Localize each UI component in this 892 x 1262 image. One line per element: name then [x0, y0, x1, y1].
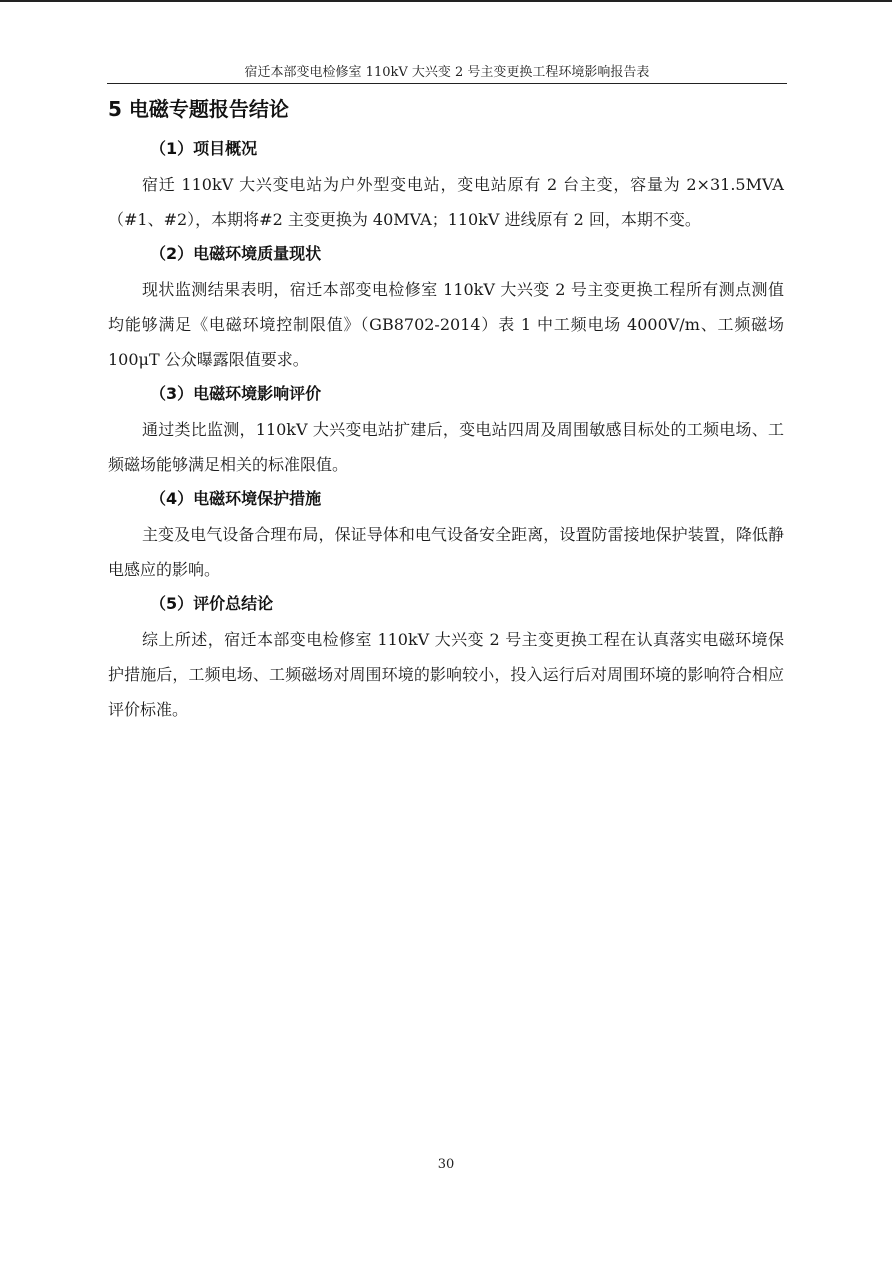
section-heading-current-status: （2）电磁环境质量现状	[150, 244, 322, 263]
section-heading-conclusion: （5）评价总结论	[150, 594, 274, 613]
section-paragraph-current-status: 现状监测结果表明，宿迁本部变电检修室 110kV 大兴变 2 号主变更换工程所有测点测值均能够满足《电磁环境控制限值》（GB8702-2014）表 1 中工频电场 4000V/m、工频磁场 100μT 公众曝露限值要求。	[108, 280, 784, 369]
section-heading-overview: （1）项目概况	[150, 139, 258, 158]
page-title: 5 电磁专题报告结论	[108, 97, 289, 121]
section-heading-protection-measures: （4）电磁环境保护措施	[150, 489, 322, 508]
section-paragraph-overview: 宿迁 110kV 大兴变电站为户外型变电站，变电站原有 2 台主变，容量为 2×31.5MVA（#1、#2），本期将#2 主变更换为 40MVA；110kV 进线原有 2 回，本期不变。	[108, 175, 784, 229]
running-header: 宿迁本部变电检修室 110kV 大兴变 2 号主变更换工程环境影响报告表	[244, 65, 650, 80]
section-paragraph-protection-measures: 主变及电气设备合理布局，保证导体和电气设备安全距离，设置防雷接地保护装置，降低静电感应的影响。	[108, 525, 784, 579]
section-paragraph-impact-assessment: 通过类比监测，110kV 大兴变电站扩建后，变电站四周及周围敏感目标处的工频电场、工频磁场能够满足相关的标准限值。	[108, 420, 784, 474]
section-paragraph-conclusion: 综上所述，宿迁本部变电检修室 110kV 大兴变 2 号主变更换工程在认真落实电磁环境保护措施后，工频电场、工频磁场对周围环境的影响较小，投入运行后对周围环境的影响符合相应评价标准。	[108, 630, 784, 719]
header-divider	[107, 83, 787, 84]
top-border-line	[0, 0, 892, 2]
section-heading-impact-assessment: （3）电磁环境影响评价	[150, 384, 322, 403]
page-number: 30	[437, 1157, 455, 1172]
